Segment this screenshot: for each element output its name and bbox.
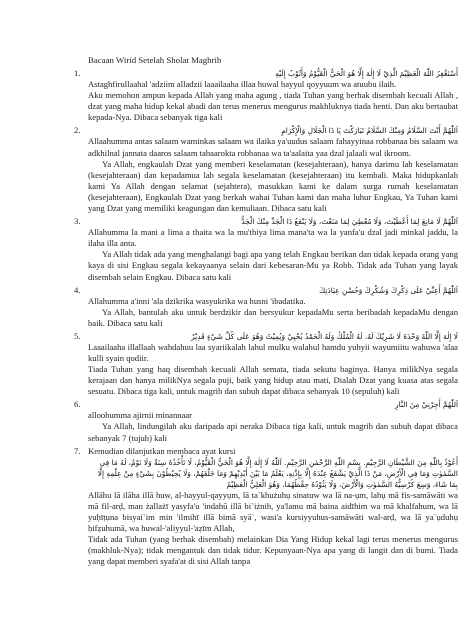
item-number: 4. — [74, 284, 81, 295]
wirid-item-6 — [74, 399, 458, 443]
translation-text: Ya Allah, engkaulah Dzat yang memberi keselamatan (kesejahteraan), hanya darimu lah keselamatan (kesejahteraan) dan kepadamua lah segala keselamatan (kesejahteraan) itu kembali. Maka hidupkanlah kami Ya Allah dengan selamat (sejahtera), masukkan kami ke dalam surga rumah keselamatan (kesejahteraan), Engkaulah Dzat yang berkah wahai Tuhan kami dan maha luhur Engkau, Ya Tuhan kami yang Dzat yang memiliki keagungan dan kemuliaan. Dibaca satu kali — [88, 158, 458, 214]
translation-text: Aku memohon ampun kepada Allah yang maha agung , tiada Tuhan yang berhak disembah kecuali Allah , dzat yang maha hidup kekal abadi dan terus menerus mengurus makhluknya tiada henti. Dan aku bertaubat kepada-Nya. Dibaca sebanyak tiga kali — [88, 90, 458, 123]
arabic-text: اَللّٰهُمَّ لَا مَانِعَ لِمَا أَعْطَيْتَ، وَلَا مُعْطِيَ لِمَا مَنَعْتَ، وَلَا يَنْفَعُ ذَا الْجَدِّ مِنْكَ الْجَدُّ — [241, 217, 458, 227]
latin-text: Allahumma la mani a lima a thaita wa la mu'thiya lima mana'ta wa la yanfa'u dzal jadi minkal jaddu, la ilaha illa anta. — [88, 227, 458, 249]
wirid-item-7 — [74, 446, 458, 568]
translation-text: Ya Allah tidak ada yang menghalangi bagi apa yang telah Engkau berikan dan tidak kepada orang yang kaya di sisi Engkau segala kekayaanya selain dari kebesaran-Mu ya Robb. Tidak ada Tuhan yang layak disembah selain Engkau. Dibaca satu kali — [88, 249, 458, 282]
latin-text: Astaghfirullaahal 'adziim alladzii laaailaaha illaa huwal hayyul qoyyuum wa atuubu ilaih. — [88, 79, 397, 90]
item-number: 7. — [74, 445, 81, 456]
document-title: Bacaan Wirid Setelah Sholat Maghrib — [88, 55, 222, 65]
arabic-text: اَللّٰهُمَّ أَنْتَ السَّلَامُ وَمِنْكَ السَّلَامُ تَبَارَكْتَ يَا ذَا الْجَلَالِ وَالْإِكْرَامِ — [281, 126, 458, 136]
latin-text: alloohumma ajirnii minannaar — [88, 410, 193, 421]
wirid-item-5 — [74, 331, 458, 397]
wirid-item-4 — [74, 285, 458, 329]
latin-text: Laaailaaha illallaah wahdahuu laa syariikalah lahul mulku walahul hamdu yuhyii wayumiitu wahuwa 'alaa kulli syain qodiir. — [88, 341, 458, 363]
item-intro: Kemudian dilanjutkan membaca ayat kursi — [88, 445, 236, 456]
arabic-text: أَسْتَغْفِرُ اللّٰهَ الْعَظِيْمَ الَّذِيْ لَا إِلٰهَ إِلَّا هُوَ الْحَيُّ الْقَيُّوْمُ وَأَتُوْبُ إِلَيْهِ — [275, 69, 458, 79]
arabic-text: أَعُوْذُ بِاللّٰهِ مِنَ الشَّيْطَانِ الرَّجِيْمِ. بِسْمِ اللّٰهِ الرَّحْمٰنِ الرَّحِيْمِ. اَللّٰهُ لَا إِلٰهَ إِلَّا هُوَ الْحَيُّ الْقَيُّوْمُ، لَا تَأْخُذُهُ سِنَةٌ وَلَا نَوْمٌ، لَهُ مَا فِي السَّمٰوٰتِ وَمَا فِي الْأَرْضِ، مَنْ ذَا الَّذِيْ يَشْفَعُ عِنْدَهُ إِلَّا بِإِذْنِهِ، يَعْلَمُ مَا بَيْنَ أَيْدِيْهِمْ وَمَا خَلْفَهُمْ، وَلَا يُحِيْطُوْنَ بِشَيْءٍ مِنْ عِلْمِهِ إِلَّا بِمَا شَاءَ، وَسِعَ كُرْسِيُّهُ السَّمٰوٰتِ وَالْأَرْضَ، وَلَا يَئُوْدُهُ حِفْظُهُمَا، وَهُوَ الْعَلِيُّ الْعَظِيْمُ — [97, 457, 458, 489]
item-number: 6. — [74, 399, 81, 410]
translation-text: Tidak ada Tuhan (yang berhak disembah) melainkan Dia Yang Hidup kekal lagi terus menerus mengurus (makhluk-Nya); tidak mengantuk dan tidak tidur. Kepunyaan-Nya apa yang di langit dan di bumi. Tiada yang dapat memberi syafa'at di sisi Allah tanpa — [88, 534, 458, 567]
translation-text: Ya Allah, bantulah aku untuk berdzikir dan bersyukur kepadaMu serta beribadah kepadaMu dengan baik. Dibaca satu kali — [88, 306, 458, 328]
item-number: 5. — [74, 330, 81, 341]
wirid-item-2 — [74, 125, 458, 214]
document-body — [74, 55, 458, 569]
wirid-item-3 — [74, 216, 458, 282]
latin-text: Allāhu lā ilāha illā huw, al-hayyul-qayyụm, lā ta`khużuhụ sinatuw wa lā na-ụm, lahụ mā fis-samāwāti wa mā fil-arḍ, man żallażī yasyfa'u 'indahū illā bi`iżnih, ya'lamu mā baina aidīhim wa mā khalfahum, wa lā yuḥīṭụna bisyai`im min 'ilmihī illā bimā syā`, wasi'a kursiyyuhus-samāwāti wal-arḍ, wa lā ya`ụduhụ ḥifẓuhumā, wa huwal-'aliyyul-'aẓīm Allah, — [88, 489, 458, 533]
arabic-text: اَللّٰهُمَّ أَجِرْنِيْ مِنَ النَّارِ — [395, 400, 458, 410]
arabic-text: لَا إِلٰهَ إِلَّا اللّٰهُ وَحْدَهُ لَا شَرِيْكَ لَهُ، لَهُ الْمُلْكُ وَلَهُ الْحَمْدُ يُحْيِيْ وَيُمِيْتُ وَهُوَ عَلَى كُلِّ شَيْءٍ قَدِيْرٌ — [191, 331, 458, 341]
item-number: 1. — [74, 68, 81, 79]
wirid-item-1 — [74, 68, 458, 123]
translation-text: Ya Allah, lindungilah aku daripada api neraka Dibaca tiga kali, untuk magrib dan subuh dapat dibaca sebanyak 7 (tujuh) kali — [88, 421, 458, 443]
translation-text: Tiada Tuhan yang haq disembah kecuali Allah semata, tiada sekutu baginya. Hanya milikNya segala kerajaan dan hanya milikNya segala puji, baik yang hidup atau mati, Dialah Dzat yang kuasa atas segala sesuatu. Dibaca tiga kali, untuk magrib dan subuh dapat dibaca sebanyak 10 (sepuluh) kali — [88, 364, 458, 397]
item-number: 2. — [74, 125, 81, 136]
item-number: 3. — [74, 216, 81, 227]
latin-text: Allaahumma antas salaam waminkas salaam wa ilaika ya'uudus salaam fahayyinaa robbanaa bis salaam wa adkhilnal jannata daaros salaam tabaarokta robbanaa wa ta'aalaita yaa dzal jalaali wal ikroom. — [88, 136, 458, 158]
latin-text: Allahumma a'inni 'ala dzikrika wasyukrika wa husni 'ibadatika. — [88, 295, 306, 306]
arabic-text: اَللّٰهُمَّ أَعِنِّيْ عَلَى ذِكْرِكَ وَشُكْرِكَ وَحُسْنِ عِبَادَتِكَ — [319, 285, 458, 295]
